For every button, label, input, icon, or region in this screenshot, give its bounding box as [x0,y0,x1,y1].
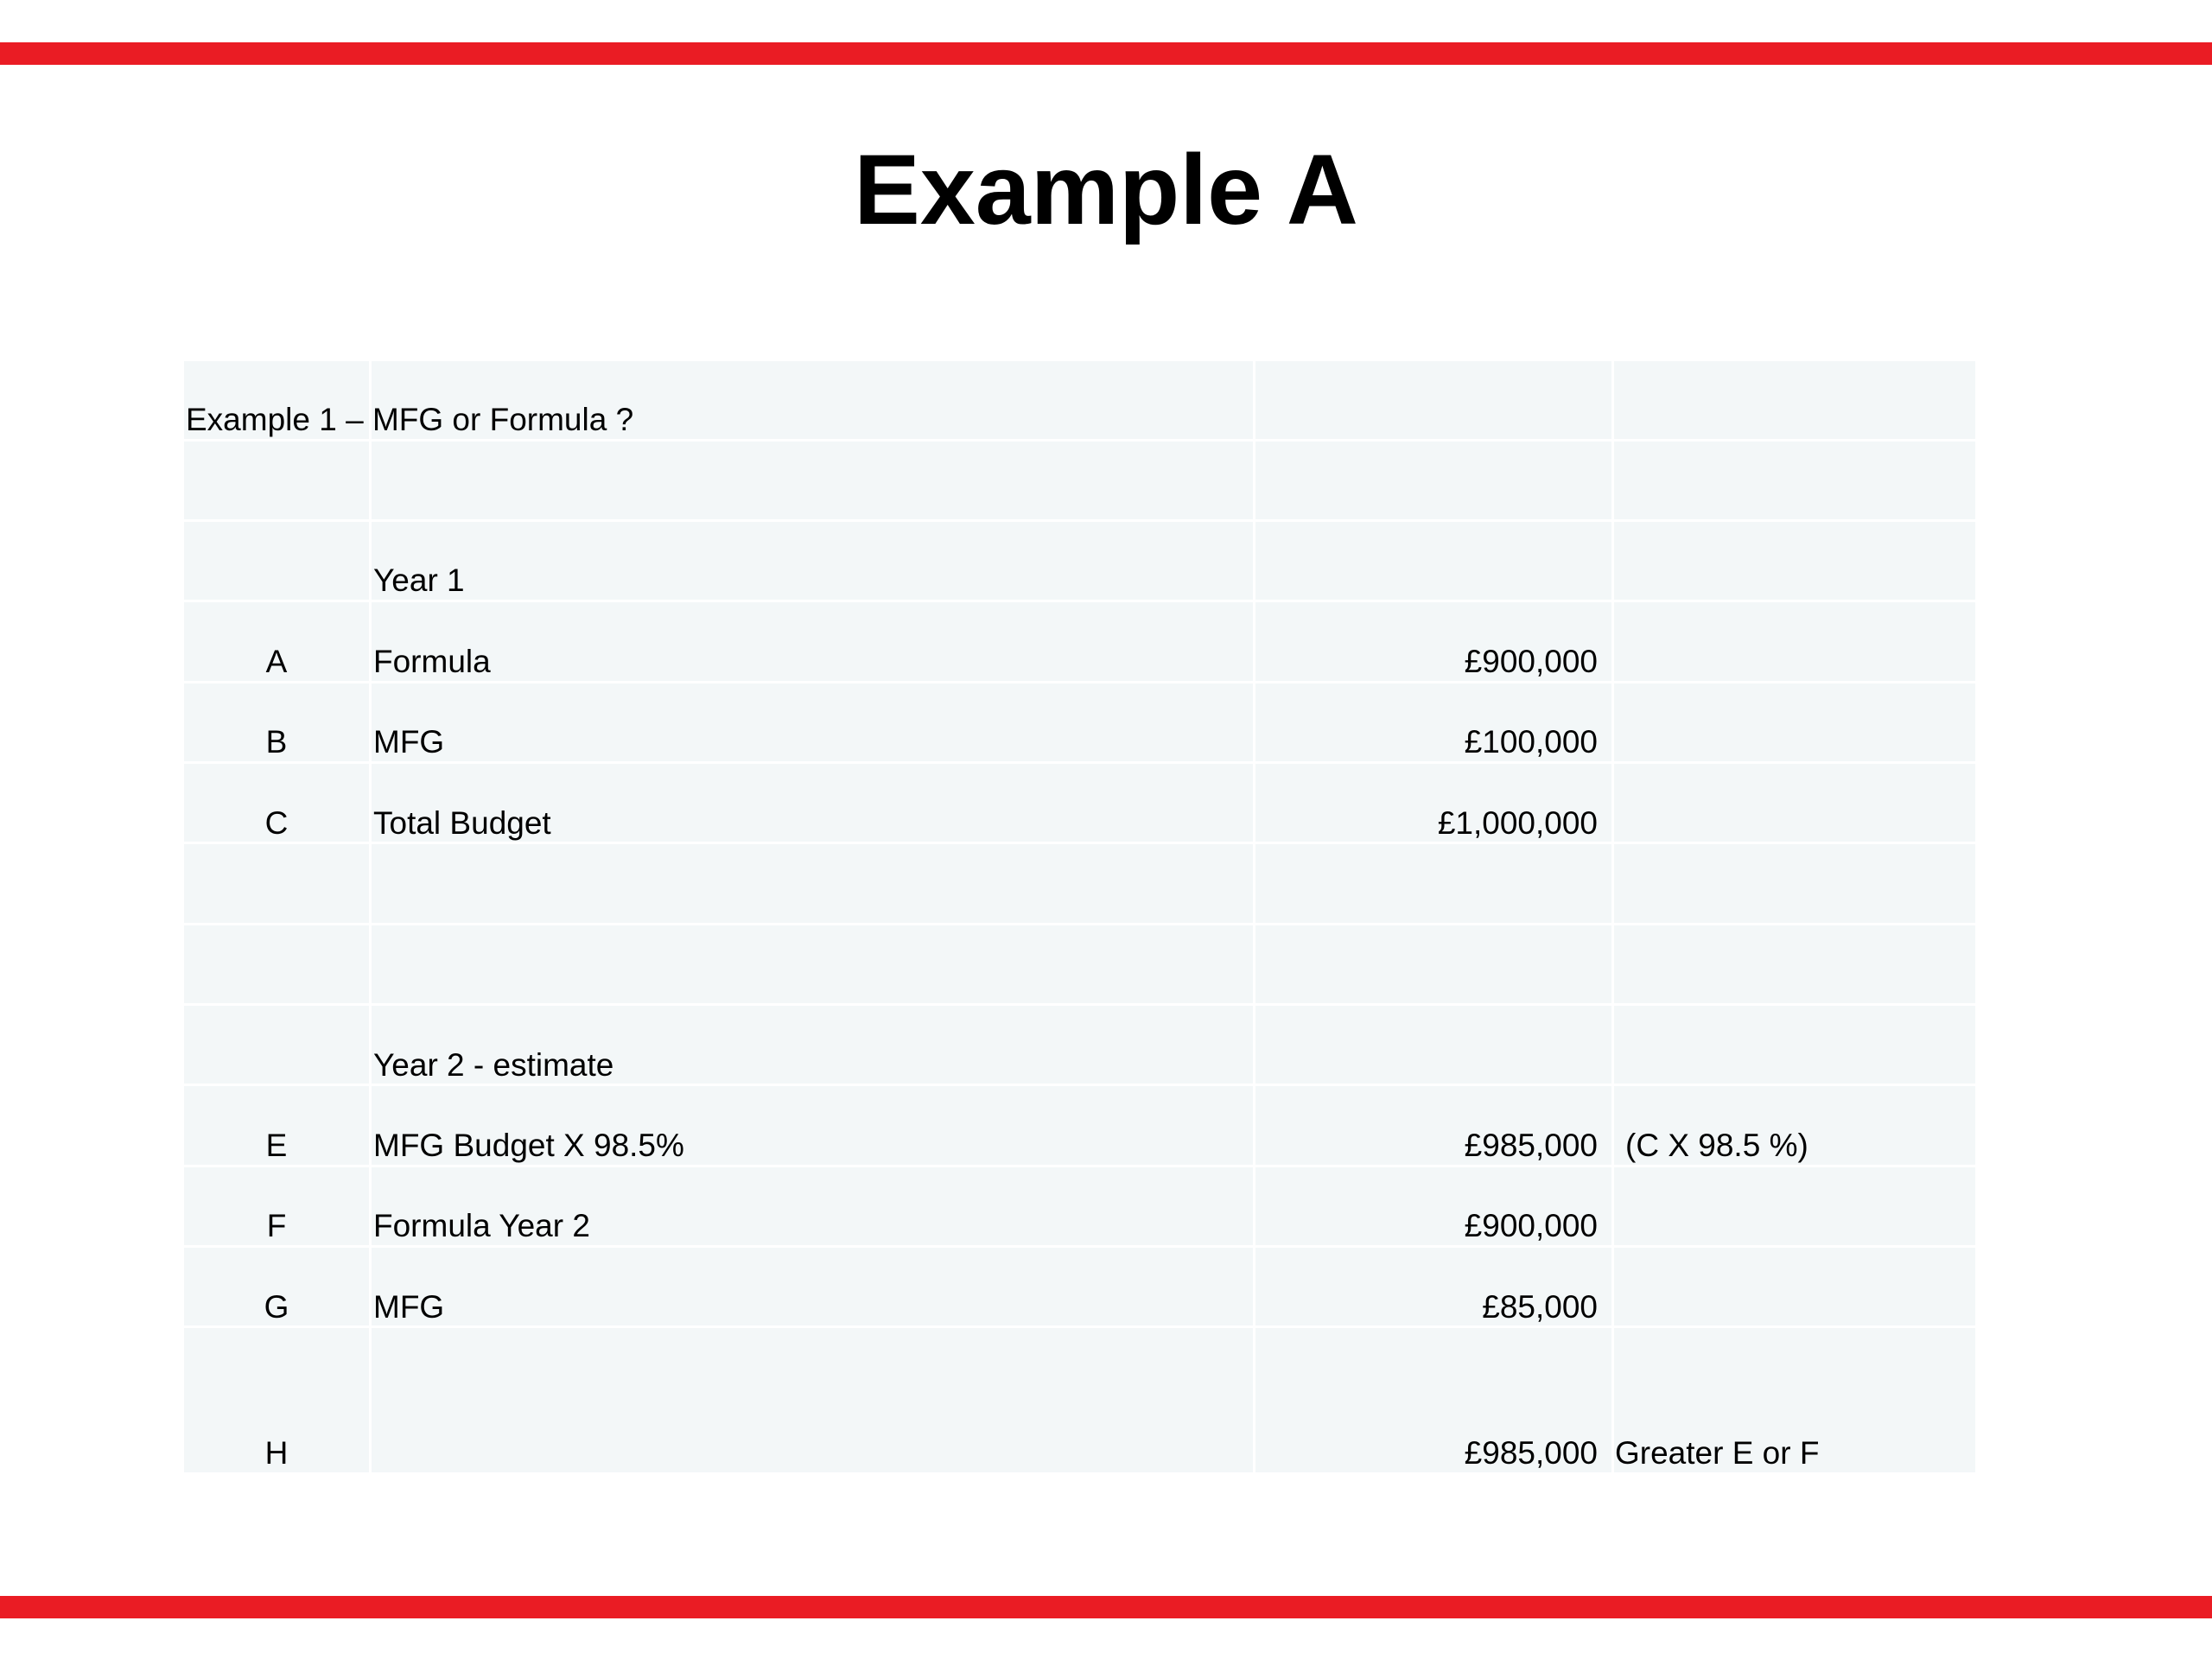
row-label: MFG [373,1289,445,1325]
row-amount: £100,000 [1464,724,1598,760]
row-code: H [264,1435,289,1471]
row-divider [184,1245,1975,1248]
row-label: Total Budget [373,805,551,841]
row-note: (C X 98.5 %) [1625,1128,1808,1163]
row-divider [184,600,1975,602]
page-title: Example A [854,135,1358,245]
column-divider [369,361,372,1472]
row-divider [184,923,1975,925]
table-header: Example 1 – MFG or Formula ? [186,402,634,437]
section-label-year1: Year 1 [373,563,465,598]
bottom-red-rule [0,1596,2212,1618]
row-divider [184,519,1975,522]
row-amount: £900,000 [1464,644,1598,679]
row-code: G [264,1289,289,1325]
row-amount: £985,000 [1464,1435,1598,1471]
row-divider [184,1165,1975,1167]
column-divider [1611,361,1614,1472]
row-divider [184,681,1975,683]
row-divider [184,1003,1975,1006]
row-code: A [265,644,288,679]
row-label: MFG Budget X 98.5% [373,1128,684,1163]
row-divider [184,761,1975,764]
row-divider [184,439,1975,442]
row-code: F [266,1208,287,1243]
row-code: B [265,724,288,760]
row-divider [184,1325,1975,1328]
row-note: Greater E or F [1615,1435,1820,1471]
row-label: MFG [373,724,445,760]
row-label: Formula [373,644,491,679]
row-amount: £85,000 [1482,1289,1598,1325]
row-amount: £985,000 [1464,1128,1598,1163]
top-red-rule [0,42,2212,65]
row-code: C [264,805,289,841]
row-amount: £900,000 [1464,1208,1598,1243]
row-label: Formula Year 2 [373,1208,590,1243]
row-amount: £1,000,000 [1437,805,1598,841]
spreadsheet-table [184,361,1975,1472]
section-label-year2: Year 2 - estimate [373,1047,614,1083]
row-code: E [265,1128,288,1163]
